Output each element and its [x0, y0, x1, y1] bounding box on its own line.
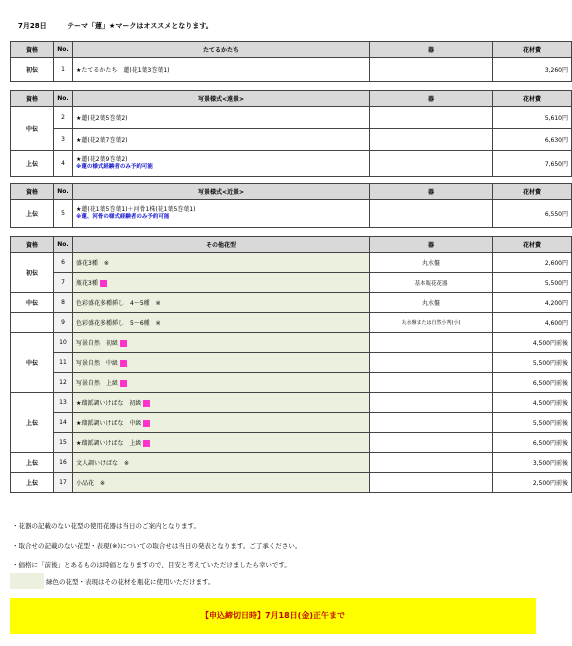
- vessel-cell: [370, 151, 493, 177]
- recommend-marker: [143, 440, 150, 447]
- name-cell: [73, 151, 370, 177]
- qual-cell: 初伝: [11, 58, 54, 82]
- table-kinkei: [10, 183, 572, 228]
- col-no: No.: [54, 184, 73, 200]
- price-cell: 5,500円前後: [493, 353, 572, 373]
- name-cell: ★蓮(花2葉5巻葉2): [73, 107, 370, 129]
- col-vessel: 器: [370, 91, 493, 107]
- legend-text: 緑色の花型・表現はその花材を瓶花に使用いただけます。: [46, 578, 215, 586]
- no-cell: 13: [54, 393, 73, 413]
- name-cell: [73, 413, 370, 433]
- no-cell: 17: [54, 473, 73, 493]
- header-theme: テーマ「蓮」★マークはオススメとなります。: [67, 22, 213, 30]
- vessel-cell: [370, 353, 493, 373]
- no-cell: 10: [54, 333, 73, 353]
- price-cell: 3,500円前後: [493, 453, 572, 473]
- no-cell: 1: [54, 58, 73, 82]
- recommend-marker: [120, 340, 127, 347]
- row-name: 小品花 ※: [76, 480, 106, 487]
- col-name: 写景様式<近景>: [73, 184, 370, 200]
- no-cell: 8: [54, 293, 73, 313]
- recommend-marker: [120, 380, 127, 387]
- no-cell: 15: [54, 433, 73, 453]
- vessel-cell: [370, 200, 493, 228]
- table-other: [10, 236, 572, 493]
- price-cell: 2,600円: [493, 253, 572, 273]
- col-price: 花材費: [493, 184, 572, 200]
- vessel-cell: [370, 453, 493, 473]
- col-price: 花材費: [493, 42, 572, 58]
- col-name: その他花型: [73, 237, 370, 253]
- table-tateru: [10, 41, 572, 82]
- qual-cell: 上伝: [11, 453, 54, 473]
- row-name: 盛花3種 ※: [76, 260, 109, 267]
- name-cell: [73, 473, 370, 493]
- row-name: 瓶花3種: [76, 280, 98, 287]
- row-name: 写景自然 初級: [76, 340, 119, 347]
- col-name: たてるかたち: [73, 42, 370, 58]
- vessel-cell: 丸水盤: [370, 293, 493, 313]
- qual-cell: 中伝: [11, 333, 54, 393]
- name-cell: [73, 373, 370, 393]
- col-no: No.: [54, 91, 73, 107]
- row-name: ★瑠派調いけばな 初級: [76, 400, 142, 407]
- recommend-marker: [143, 400, 150, 407]
- price-cell: 6,500円前後: [493, 373, 572, 393]
- table-enkei: [10, 90, 572, 177]
- table-row[interactable]: [11, 393, 572, 413]
- vessel-cell: [370, 107, 493, 129]
- table-row[interactable]: [11, 200, 572, 228]
- legend-swatch: [10, 573, 44, 589]
- col-qual: 資格: [11, 184, 54, 200]
- col-vessel: 器: [370, 184, 493, 200]
- row-name: 色彩盛花多種挿し 4～5種 ※: [76, 300, 161, 307]
- no-cell: 3: [54, 129, 73, 151]
- name-cell: [73, 253, 370, 273]
- footnote-2: ・取合せの記載のない花型・表現(※)についての取合せは当日の発表となります。ご了承ください。: [12, 542, 302, 550]
- col-vessel: 器: [370, 237, 493, 253]
- page-header: [18, 21, 231, 31]
- col-price: 花材費: [493, 237, 572, 253]
- no-cell: 11: [54, 353, 73, 373]
- qual-cell: 中伝: [11, 107, 54, 151]
- vessel-cell: [370, 413, 493, 433]
- table-header: [11, 237, 572, 253]
- table-row[interactable]: [11, 58, 572, 82]
- name-cell: [73, 313, 370, 333]
- table-row[interactable]: [11, 473, 572, 493]
- row-name: ★瑠派調いけばな 上級: [76, 440, 142, 447]
- price-cell: 5,610円: [493, 107, 572, 129]
- name-cell: [73, 293, 370, 313]
- footnote-1: ・花器の記載のない花型の使用花器は当日のご案内となります。: [12, 522, 200, 530]
- table-row[interactable]: [11, 253, 572, 273]
- price-cell: 4,200円: [493, 293, 572, 313]
- table-row[interactable]: [11, 107, 572, 129]
- row-name: 色彩盛花多種挿し 5～6種 ※: [76, 320, 161, 327]
- row-name: 写景自然 中級: [76, 360, 119, 367]
- recommend-marker: [100, 280, 107, 287]
- name-cell: ★蓮(花2葉7巻葉2): [73, 129, 370, 151]
- name-cell: [73, 393, 370, 413]
- table-header: [11, 42, 572, 58]
- vessel-cell: 基本瓶花花器: [370, 273, 493, 293]
- table-row[interactable]: [11, 433, 572, 453]
- vessel-cell: [370, 473, 493, 493]
- qual-cell: 上伝: [11, 200, 54, 228]
- no-cell: 5: [54, 200, 73, 228]
- vessel-cell: 丸水盤または自然小判(小): [370, 313, 493, 333]
- table-row[interactable]: [11, 373, 572, 393]
- no-cell: 12: [54, 373, 73, 393]
- header-date: 7月28日: [18, 22, 47, 30]
- name-cell: [73, 433, 370, 453]
- table-row[interactable]: [11, 413, 572, 433]
- row-name: ★蓮(花1葉5巻葉1)＋河骨1株(花1葉5巻葉1): [76, 206, 196, 214]
- name-cell: [73, 333, 370, 353]
- no-cell: 16: [54, 453, 73, 473]
- table-row[interactable]: [11, 453, 572, 473]
- vessel-cell: [370, 333, 493, 353]
- name-cell: [73, 353, 370, 373]
- no-cell: 9: [54, 313, 73, 333]
- footnote-3: ・価格に「前後」とあるものは時価となりますので、目安と考えていただけましたら幸いです。: [12, 561, 291, 569]
- name-cell: [73, 200, 370, 228]
- row-note: ※蓮の様式経験者のみ予約可能: [76, 163, 153, 170]
- row-note: ※蓮、河骨の様式経験者のみ予約可能: [76, 213, 170, 220]
- col-qual: 資格: [11, 42, 54, 58]
- vessel-cell: [370, 58, 493, 82]
- table-row[interactable]: [11, 313, 572, 333]
- vessel-cell: [370, 373, 493, 393]
- table-header: [11, 91, 572, 107]
- no-cell: 4: [54, 151, 73, 177]
- price-cell: 7,650円: [493, 151, 572, 177]
- price-cell: 6,500円前後: [493, 433, 572, 453]
- price-cell: 4,500円前後: [493, 393, 572, 413]
- qual-cell: 中伝: [11, 293, 54, 313]
- deadline-banner: 【申込締切日時】7月18日(金)正午まで: [10, 598, 536, 634]
- name-cell: [73, 453, 370, 473]
- col-name: 写景様式<遠景>: [73, 91, 370, 107]
- table-row[interactable]: [11, 129, 572, 151]
- col-qual: 資格: [11, 237, 54, 253]
- vessel-cell: [370, 433, 493, 453]
- col-vessel: 器: [370, 42, 493, 58]
- no-cell: 14: [54, 413, 73, 433]
- table-row[interactable]: [11, 333, 572, 353]
- table-row[interactable]: [11, 151, 572, 177]
- recommend-marker: [143, 420, 150, 427]
- price-cell: 2,500円前後: [493, 473, 572, 493]
- price-cell: 4,600円: [493, 313, 572, 333]
- table-row[interactable]: [11, 293, 572, 313]
- vessel-cell: 丸水盤: [370, 253, 493, 273]
- table-row[interactable]: [11, 273, 572, 293]
- vessel-cell: [370, 393, 493, 413]
- recommend-marker: [120, 360, 127, 367]
- qual-cell: 上伝: [11, 473, 54, 493]
- name-cell: ★たてるかたち 蓮(花1葉3巻葉1): [73, 58, 370, 82]
- col-price: 花材費: [493, 91, 572, 107]
- qual-cell: 初伝: [11, 253, 54, 293]
- qual-cell: 上伝: [11, 151, 54, 177]
- vessel-cell: [370, 129, 493, 151]
- price-cell: 5,500円: [493, 273, 572, 293]
- price-cell: 5,500円前後: [493, 413, 572, 433]
- col-qual: 資格: [11, 91, 54, 107]
- qual-cell: [11, 313, 54, 333]
- price-cell: 6,550円: [493, 200, 572, 228]
- qual-cell: 上伝: [11, 393, 54, 453]
- col-no: No.: [54, 237, 73, 253]
- row-name: 写景自然 上級: [76, 380, 119, 387]
- price-cell: 6,630円: [493, 129, 572, 151]
- price-cell: 3,260円: [493, 58, 572, 82]
- table-row[interactable]: [11, 353, 572, 373]
- table-header: [11, 184, 572, 200]
- no-cell: 7: [54, 273, 73, 293]
- row-name: 文人調いけばな ※: [76, 460, 130, 467]
- price-cell: 4,500円前後: [493, 333, 572, 353]
- name-cell: [73, 273, 370, 293]
- col-no: No.: [54, 42, 73, 58]
- row-name: ★瑠派調いけばな 中級: [76, 420, 142, 427]
- no-cell: 6: [54, 253, 73, 273]
- no-cell: 2: [54, 107, 73, 129]
- row-name: ★蓮(花2葉9巻葉2): [76, 156, 128, 164]
